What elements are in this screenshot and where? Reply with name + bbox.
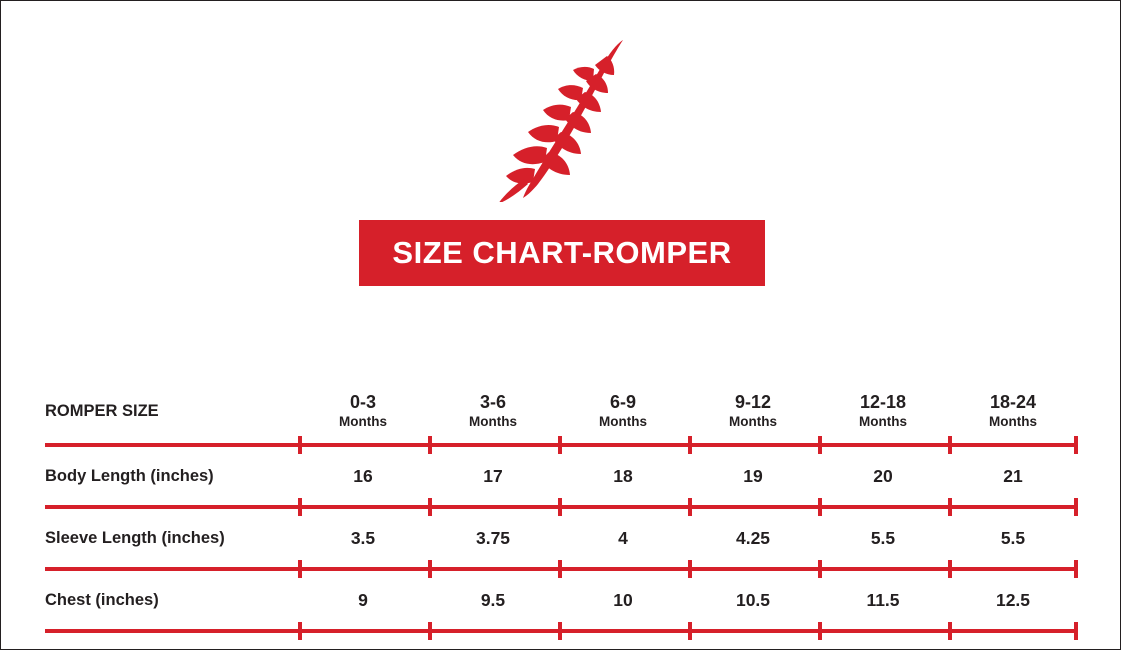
brand-logo: [1, 27, 1120, 207]
row-label: Sleeve Length (inches): [45, 528, 225, 547]
table-cell: 20: [873, 465, 893, 486]
table-cell: 4: [618, 527, 628, 548]
row-label: Body Length (inches): [45, 466, 214, 485]
column-header-4: [818, 379, 948, 443]
column-header-range: 9-12: [734, 392, 772, 413]
column-header-0: [298, 379, 428, 443]
table-cell: 9.5: [480, 589, 506, 610]
row-label: Chest (inches): [45, 590, 159, 609]
column-header-unit: Months: [989, 413, 1037, 429]
table-cell: 21: [1003, 465, 1023, 486]
table-cell: 10: [613, 589, 633, 610]
table-cell: 4.25: [735, 527, 771, 548]
column-header-range: 3-6: [479, 392, 506, 413]
table-cell: 16: [353, 465, 373, 486]
column-header-1: [428, 379, 558, 443]
column-header-unit: Months: [339, 413, 387, 429]
table-row: [45, 509, 1078, 567]
table-cell: 18: [613, 465, 633, 486]
column-header-unit: Months: [859, 413, 907, 429]
table-divider: [45, 443, 1078, 447]
column-header-unit: Months: [729, 413, 777, 429]
divider-line: [45, 567, 1078, 571]
feather-icon: [476, 32, 646, 202]
table-cell: 9: [358, 589, 368, 610]
size-chart-table: [45, 379, 1078, 633]
table-divider: [45, 629, 1078, 633]
table-cell: 5.5: [1000, 527, 1026, 548]
table-cell: 11.5: [866, 589, 900, 610]
column-header-range: 18-24: [989, 392, 1037, 413]
table-cell: 5.5: [870, 527, 896, 548]
table-row: [45, 571, 1078, 629]
page-title: SIZE CHART-ROMPER: [392, 235, 732, 270]
column-header-range: 6-9: [609, 392, 636, 413]
table-cell: 12.5: [995, 589, 1031, 610]
column-header-unit: Months: [469, 413, 517, 429]
table-header-row: [45, 379, 1078, 443]
column-header-range: 0-3: [349, 392, 376, 413]
table-divider: [45, 505, 1078, 509]
row-header-label: ROMPER SIZE: [45, 401, 159, 420]
table-cell: 17: [483, 465, 503, 486]
table-cell: 3.5: [350, 527, 376, 548]
column-header-5: [948, 379, 1078, 443]
table-cell: 10.5: [735, 589, 771, 610]
column-header-range: 12-18: [859, 392, 907, 413]
column-header-3: [688, 379, 818, 443]
column-header-2: [558, 379, 688, 443]
table-row: [45, 447, 1078, 505]
divider-line: [45, 443, 1078, 447]
table-divider: [45, 567, 1078, 571]
divider-line: [45, 505, 1078, 509]
table-cell: 19: [743, 465, 763, 486]
divider-line: [45, 629, 1078, 633]
title-banner: [359, 220, 765, 286]
column-header-unit: Months: [599, 413, 647, 429]
table-cell: 3.75: [475, 527, 511, 548]
